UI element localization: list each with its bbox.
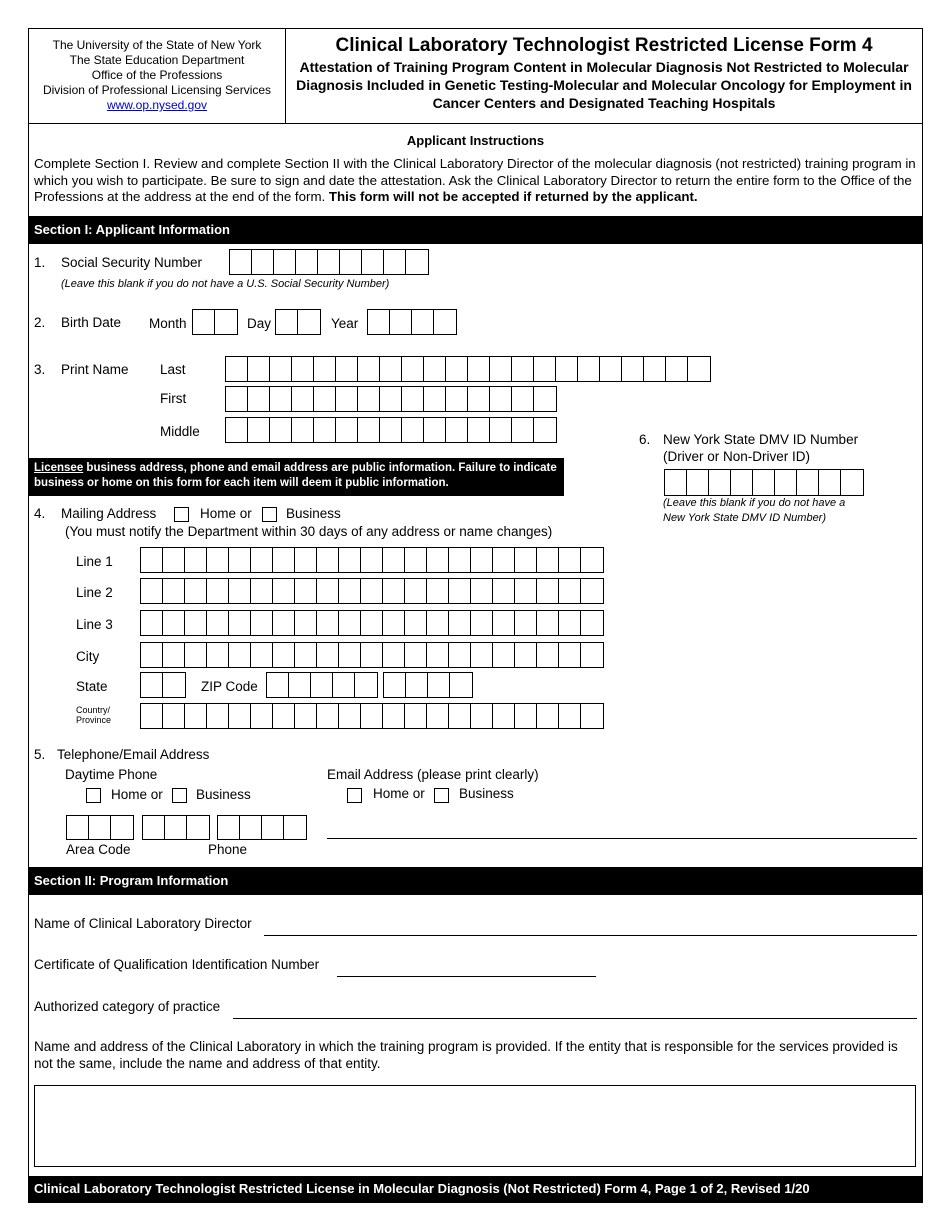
form-page xyxy=(28,28,923,1203)
email-business-checkbox[interactable] xyxy=(434,788,449,803)
agency-line: The University of the State of New York xyxy=(52,38,262,52)
dmv-note-2: New York State DMV ID Number) xyxy=(663,512,827,524)
email-label: Email Address (please print clearly) xyxy=(327,767,539,782)
licensee-word: Licensee xyxy=(34,462,84,474)
zip-label: ZIP Code xyxy=(201,679,258,694)
last-name-input[interactable] xyxy=(225,356,711,382)
agency-line: The State Education Department xyxy=(69,53,245,67)
ssn-input[interactable] xyxy=(229,249,429,275)
mailing-notify: (You must notify the Department within 30 days of any address or name changes) xyxy=(65,524,553,539)
agency-line: Division of Professional Licensing Services xyxy=(42,83,272,97)
mailing-number: 4. xyxy=(34,506,46,521)
form-title-block xyxy=(286,29,922,124)
director-label: Name of Clinical Laboratory Director xyxy=(34,916,252,931)
city-input[interactable] xyxy=(140,642,604,668)
year-label: Year xyxy=(331,316,359,331)
address-line3-input[interactable] xyxy=(140,610,604,636)
zip-input[interactable] xyxy=(266,672,378,698)
instructions-warning: This form will not be accepted if returned by the applicant. xyxy=(328,189,698,204)
phone-home-checkbox[interactable] xyxy=(86,788,101,803)
address-line1-input[interactable] xyxy=(140,547,604,573)
category-input-line[interactable] xyxy=(233,1018,917,1019)
public-info-text: business address, phone and email address are public information. Failure to indicate business or home on this form for each item will deem it public information. xyxy=(34,462,557,489)
middle-name-input[interactable] xyxy=(225,417,557,443)
form-subtitle: Attestation of Training Program Content in Molecular Diagnosis Not Restricted to Molecular Diagnosis Included in Genetic Testing-Molecular and Molecular Oncology for Employment in Cancer Centers and Designated Teaching Hospitals xyxy=(296,59,912,111)
page-footer: Clinical Laboratory Technologist Restricted License in Molecular Diagnosis (Not Restricted) Form 4, Page 1 of 2, Revised 1/20 xyxy=(29,1176,922,1202)
line1-label: Line 1 xyxy=(76,554,113,569)
day-input[interactable] xyxy=(275,309,321,335)
line3-label: Line 3 xyxy=(76,617,113,632)
phone-home-label: Home or xyxy=(111,787,163,802)
birth-label: Birth Date xyxy=(61,315,122,330)
phone-business-checkbox[interactable] xyxy=(172,788,187,803)
first-name-label: First xyxy=(160,391,187,406)
city-label: City xyxy=(76,649,100,664)
first-name-input[interactable] xyxy=(225,386,557,412)
mailing-business-label: Business xyxy=(286,506,341,521)
name-label: Print Name xyxy=(61,362,129,377)
state-label: State xyxy=(76,679,108,694)
contact-label: Telephone/Email Address xyxy=(57,747,210,762)
email-input-line[interactable] xyxy=(327,838,917,839)
mailing-business-checkbox[interactable] xyxy=(262,507,277,522)
country-label-line2: Province xyxy=(76,715,112,725)
section1-header: Section I: Applicant Information xyxy=(29,216,922,244)
category-label: Authorized category of practice xyxy=(34,999,221,1014)
email-business-label: Business xyxy=(459,786,514,801)
instructions-body: Complete Section I. Review and complete Section II with the Clinical Laboratory Director of the molecular diagnosis (not restricted) training program in which you wish to participate. Be sure to sign and date the attestation. Ask the Clinical Laboratory Director to return the entire form to the Office of the Professions at the address at the end of the form. xyxy=(34,156,916,204)
lab-address-textarea[interactable] xyxy=(34,1085,916,1167)
birth-number: 2. xyxy=(34,315,46,330)
month-input[interactable] xyxy=(192,309,238,335)
area-code-label: Area Code xyxy=(66,842,131,857)
ssn-label: Social Security Number xyxy=(61,255,203,270)
dmv-sublabel: (Driver or Non-Driver ID) xyxy=(663,449,811,464)
day-label: Day xyxy=(247,316,272,331)
agency-line: Office of the Professions xyxy=(91,68,223,82)
email-home-checkbox[interactable] xyxy=(347,788,362,803)
dmv-input[interactable] xyxy=(664,469,864,496)
dmv-number: 6. xyxy=(639,432,651,447)
line2-label: Line 2 xyxy=(76,585,113,600)
zip4-input[interactable] xyxy=(383,672,473,698)
state-input[interactable] xyxy=(140,672,186,698)
certificate-label: Certificate of Qualification Identification Number xyxy=(34,957,320,972)
mailing-label: Mailing Address xyxy=(61,506,157,521)
year-input[interactable] xyxy=(367,309,457,335)
dmv-label: New York State DMV ID Number xyxy=(663,432,859,447)
certificate-input-line[interactable] xyxy=(337,976,596,977)
last-name-label: Last xyxy=(160,362,186,377)
instructions-text xyxy=(34,156,919,206)
phone-label: Phone xyxy=(208,842,248,857)
mailing-home-checkbox[interactable] xyxy=(174,507,189,522)
area-code-input[interactable] xyxy=(66,815,134,840)
email-home-label: Home or xyxy=(373,786,425,801)
public-info-notice xyxy=(29,458,564,496)
dmv-note-1: (Leave this blank if you do not have a xyxy=(663,497,846,509)
section2-header: Section II: Program Information xyxy=(29,867,922,895)
ssn-note: (Leave this blank if you do not have a U.S. Social Security Number) xyxy=(61,278,390,290)
month-label: Month xyxy=(149,316,187,331)
contact-number: 5. xyxy=(34,747,46,762)
address-line2-input[interactable] xyxy=(140,578,604,604)
website-link[interactable]: www.op.nysed.gov xyxy=(106,98,208,112)
country-label-line1: Country/ xyxy=(76,705,111,715)
instructions-title: Applicant Instructions xyxy=(406,133,545,148)
middle-name-label: Middle xyxy=(160,424,200,439)
phone-business-label: Business xyxy=(196,787,251,802)
lab-address-instructions: Name and address of the Clinical Laboratory in which the training program is provided. If the entity that is responsible for the services provided is not the same, include the name and address of that entity. xyxy=(34,1039,898,1071)
form-title: Clinical Laboratory Technologist Restricted License Form 4 xyxy=(335,35,873,56)
director-input-line[interactable] xyxy=(264,935,917,936)
daytime-phone-label: Daytime Phone xyxy=(65,767,158,782)
country-input[interactable] xyxy=(140,703,604,729)
phone-line-input[interactable] xyxy=(217,815,307,840)
country-label xyxy=(76,705,111,725)
name-number: 3. xyxy=(34,362,46,377)
phone-prefix-input[interactable] xyxy=(142,815,210,840)
ssn-number: 1. xyxy=(34,255,46,270)
mailing-home-label: Home or xyxy=(200,506,252,521)
agency-block xyxy=(29,29,286,124)
